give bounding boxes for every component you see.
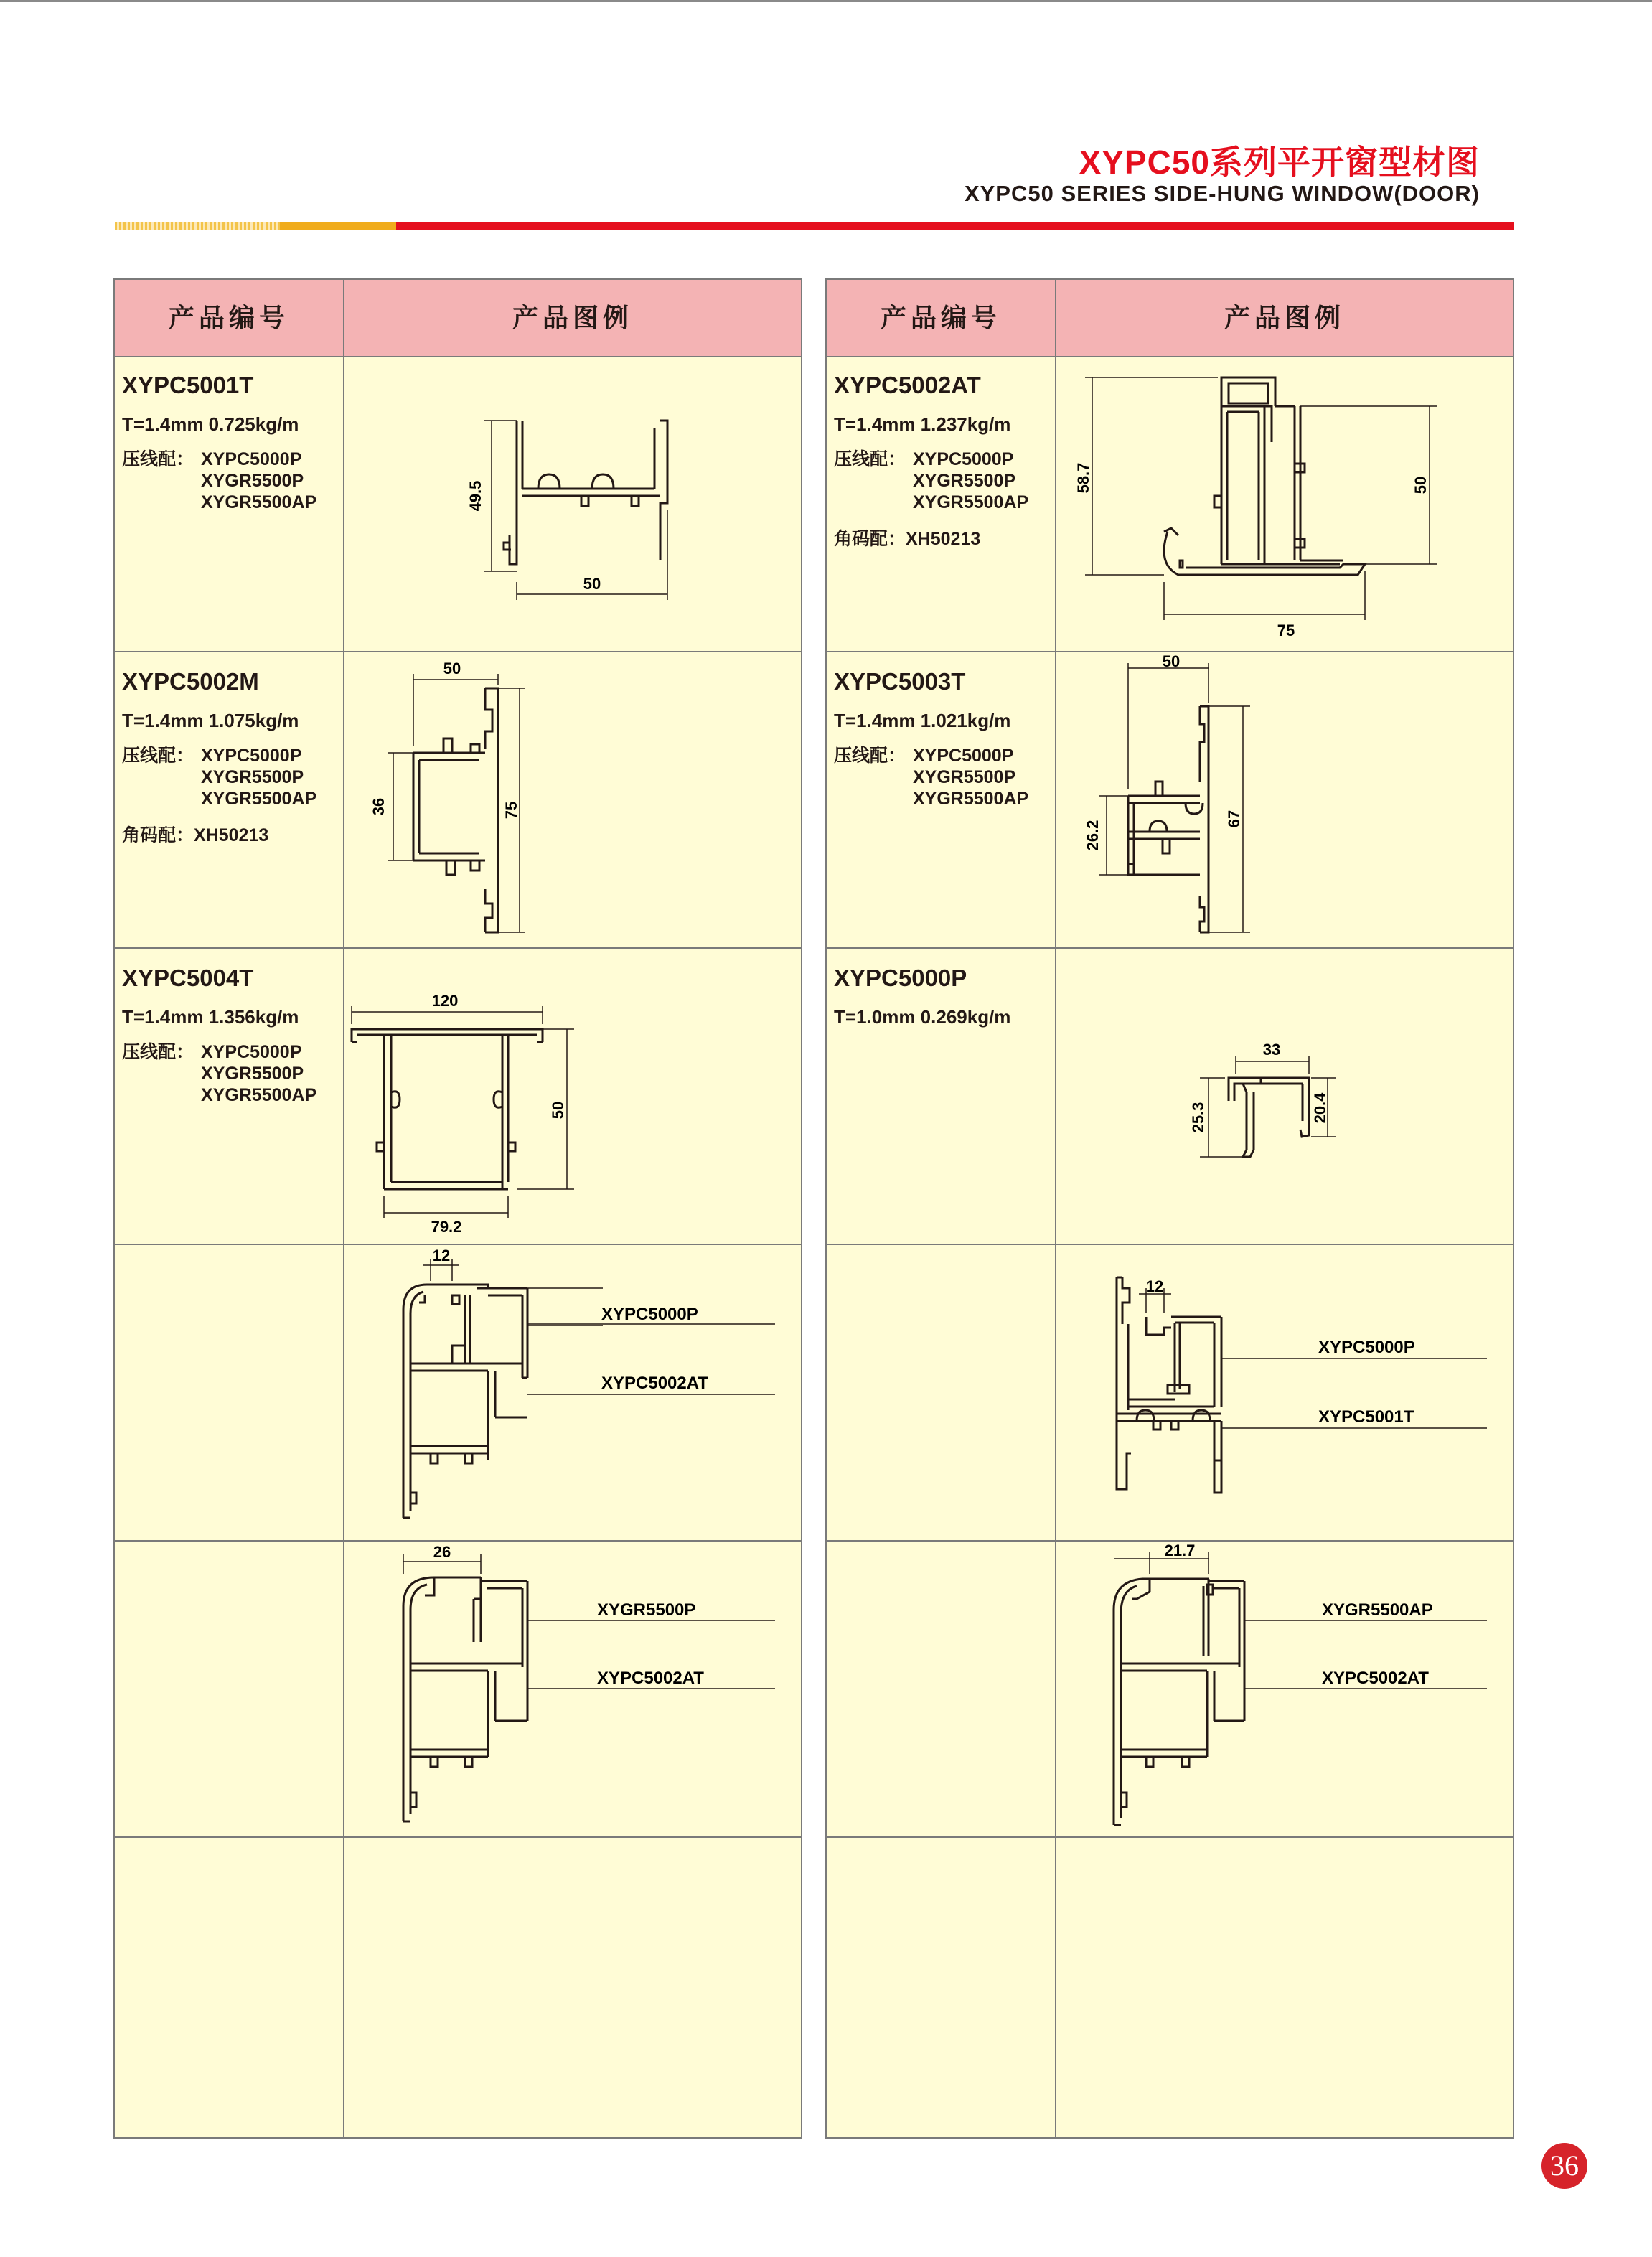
- header-bar-red: [396, 222, 1514, 230]
- press-line-label: 压线配：: [834, 746, 906, 766]
- product-code: XYPC5003T: [834, 668, 966, 695]
- table-row: [115, 652, 801, 949]
- assembly-5500p-5002at-svg: [344, 1542, 801, 1836]
- press-line-list: [122, 449, 337, 513]
- callout-label: XYPC5002AT: [1322, 1669, 1429, 1688]
- callout-label: XYPC5000P: [601, 1305, 698, 1324]
- table-row: [115, 1245, 801, 1542]
- table-row: [827, 356, 1513, 652]
- callout-label: XYGR5500P: [597, 1600, 696, 1620]
- product-code: XYPC5004T: [122, 965, 254, 991]
- press-line-item: XYGR5500AP: [913, 492, 1029, 512]
- product-spec: T=1.4mm 0.725kg/m: [122, 413, 299, 435]
- table-row: [827, 652, 1513, 949]
- profile-drawing: [344, 652, 801, 947]
- profile-xypc5004t-svg: [344, 949, 801, 1244]
- product-info: [122, 965, 337, 1106]
- press-line-label: 压线配：: [834, 449, 906, 469]
- header-product-code: 产品编号: [880, 303, 1001, 332]
- product-spec: T=1.0mm 0.269kg/m: [834, 1006, 1011, 1028]
- dim-width: 26: [433, 1543, 451, 1561]
- press-line-item: XYGR5500P: [201, 471, 304, 491]
- profile-drawing: [1056, 949, 1513, 1244]
- product-info: [122, 668, 337, 847]
- corner-code: 角码配：XH50213: [122, 825, 269, 845]
- press-line-item: XYGR5500P: [201, 1064, 304, 1084]
- dim-width: 33: [1262, 1041, 1281, 1059]
- assembly-5000p-5001t-svg: [1056, 1245, 1513, 1540]
- callout-label: XYPC5000P: [1318, 1338, 1415, 1357]
- callout-label: XYPC5002AT: [597, 1669, 704, 1688]
- dim-inner-width: 79.2: [431, 1218, 462, 1236]
- table-row: [115, 949, 801, 1245]
- profile-drawing: [1056, 1245, 1513, 1540]
- profile-drawing: [1056, 356, 1513, 651]
- product-code: XYPC5002AT: [834, 372, 981, 398]
- dim-height-total: 58.7: [1074, 462, 1092, 494]
- profile-xypc5002at-svg: [1056, 356, 1513, 651]
- product-code: XYPC5000P: [834, 965, 967, 991]
- product-spec: T=1.4mm 1.237kg/m: [834, 413, 1011, 435]
- profile-drawing: [344, 356, 801, 651]
- dim-height: 25.3: [1189, 1102, 1207, 1133]
- press-line-label: 压线配：: [122, 1042, 194, 1062]
- dim-height-inner: 20.4: [1311, 1092, 1329, 1124]
- press-line-list: [834, 745, 1049, 810]
- profile-xypc5000p-svg: [1056, 949, 1513, 1244]
- table-row: [827, 949, 1513, 1245]
- page-title-en: XYPC50 SERIES SIDE-HUNG WINDOW(DOOR): [964, 181, 1480, 206]
- dim-height-inner: 26.2: [1084, 820, 1102, 851]
- profile-drawing: [344, 1245, 801, 1540]
- right-table-header: [827, 280, 1513, 357]
- press-line-list: [834, 449, 1049, 513]
- right-product-table: [825, 278, 1514, 2139]
- profile-drawing: [344, 1542, 801, 1836]
- press-line-list: [122, 745, 337, 810]
- product-spec: T=1.4mm 1.075kg/m: [122, 710, 299, 731]
- dim-width: 50: [443, 660, 461, 677]
- press-line-item: XYGR5500P: [913, 767, 1016, 787]
- dim-width: 120: [431, 992, 459, 1010]
- product-info: [834, 965, 1049, 1041]
- press-line-item: XYPC5000P: [201, 746, 302, 766]
- press-line-item: XYPC5000P: [201, 1042, 302, 1062]
- press-line-item: XYGR5500AP: [913, 789, 1029, 809]
- table-row: [827, 1542, 1513, 1838]
- product-info: [122, 372, 337, 513]
- product-info: [834, 372, 1049, 550]
- profile-xypc5001t-svg: [344, 356, 801, 651]
- press-line-item: XYGR5500AP: [201, 492, 317, 512]
- product-info: [834, 668, 1049, 810]
- header-product-code: 产品编号: [168, 303, 289, 332]
- dim-height-inner: 36: [370, 797, 388, 816]
- left-product-table: [113, 278, 802, 2139]
- assembly-5500ap-5002at-svg: [1056, 1542, 1513, 1836]
- top-border: [0, 0, 1652, 2]
- press-line-item: XYPC5000P: [913, 449, 1014, 469]
- left-table-header: [115, 280, 801, 357]
- profile-drawing: [344, 949, 801, 1244]
- product-spec: T=1.4mm 1.021kg/m: [834, 710, 1011, 731]
- dim-height-outer: 67: [1225, 810, 1243, 828]
- profile-drawing: [1056, 652, 1513, 947]
- press-line-item: XYPC5000P: [913, 746, 1014, 766]
- callout-label: XYPC5002AT: [601, 1374, 708, 1393]
- press-line-item: XYGR5500AP: [201, 789, 317, 809]
- dim-height: 50: [549, 1101, 567, 1120]
- header-product-diagram: 产品图例: [1224, 303, 1345, 332]
- table-row: [115, 356, 801, 652]
- callout-label: XYPC5001T: [1318, 1407, 1414, 1427]
- dim-width: 21.7: [1164, 1542, 1196, 1559]
- press-line-list: [122, 1041, 337, 1106]
- product-spec: T=1.4mm 1.356kg/m: [122, 1006, 299, 1028]
- dim-width: 50: [1162, 652, 1181, 670]
- press-line-item: XYPC5000P: [201, 449, 302, 469]
- dim-width: 12: [432, 1247, 451, 1264]
- header-bar-dots: [115, 222, 280, 230]
- dim-width: 75: [1277, 621, 1295, 639]
- corner-code: 角码配：XH50213: [834, 529, 981, 549]
- press-line-item: XYGR5500P: [913, 471, 1016, 491]
- dim-height: 49.5: [466, 480, 484, 512]
- page-number-badge: 36: [1541, 2143, 1587, 2189]
- table-row: [827, 1245, 1513, 1542]
- header-product-diagram: 产品图例: [512, 303, 633, 332]
- header-bar-yellow: [280, 222, 396, 230]
- table-row: [115, 1542, 801, 1838]
- product-code: XYPC5001T: [122, 372, 254, 398]
- profile-xypc5002m-svg: [344, 652, 801, 947]
- assembly-5000p-5002at-svg: [344, 1245, 801, 1540]
- dim-height: 50: [1412, 476, 1430, 494]
- profile-drawing: [1056, 1542, 1513, 1836]
- profile-xypc5003t-svg: [1056, 652, 1513, 947]
- dim-width: 50: [583, 575, 601, 593]
- press-line-label: 压线配：: [122, 449, 194, 469]
- dim-height-outer: 75: [502, 801, 520, 820]
- dim-width: 12: [1145, 1277, 1164, 1295]
- callout-label: XYGR5500AP: [1322, 1600, 1433, 1620]
- product-code: XYPC5002M: [122, 668, 259, 695]
- table-row-empty: [827, 1838, 1513, 2139]
- press-line-item: XYGR5500AP: [201, 1085, 317, 1105]
- press-line-item: XYGR5500P: [201, 767, 304, 787]
- table-row-empty: [115, 1838, 801, 2139]
- press-line-label: 压线配：: [122, 746, 194, 766]
- page-title-cn: XYPC50系列平开窗型材图: [1079, 144, 1480, 181]
